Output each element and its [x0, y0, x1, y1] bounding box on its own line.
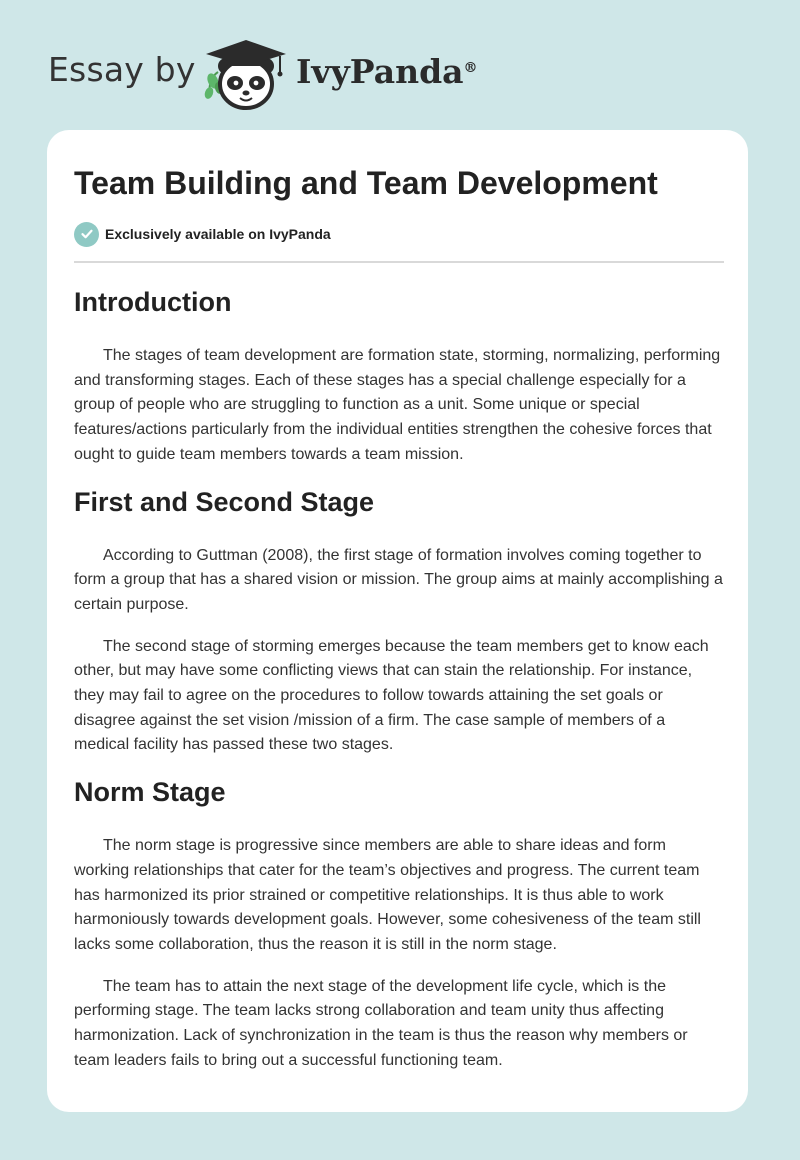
essay-body: [74, 280, 724, 1073]
brand-text: IvyPanda: [296, 52, 464, 91]
section-heading: Norm Stage: [74, 777, 226, 808]
paragraph: The norm stage is progressive since members are able to share ideas and form working relationships that cater for the team’s objectives and progress. The current team has harmonized its prior strained or competitive relationships. It is thus able to work harmoniously towards development goals. However, some cohesiveness of the team still lacks some collaboration, thus the reason it is still in the norm stage.: [74, 837, 701, 953]
title-divider: [74, 261, 724, 263]
essay-title: Team Building and Team Development: [74, 165, 658, 201]
paragraph: The stages of team development are formation state, storming, normalizing, performing and transforming stages. Each of these stages has a special challenge especially for a group of people who are struggling to function as a unit. Some unique or special features/actions particularly from the individual entities strengthen the cohesive forces that ought to guide team members towards a team mission.: [74, 347, 721, 463]
section-introduction: [74, 280, 724, 468]
essay-card: [47, 130, 748, 1112]
paragraph: The second stage of storming emerges because the team members get to know each other, but may have some conflicting views that can stain the relationship. For instance, they may fail to agree on the procedures to follow towards attaining the set goals or disagree against the set vision /mission of a firm. The case sample of members of a medical facility has passed these two stages.: [74, 637, 709, 754]
check-circle-icon: [74, 222, 99, 247]
section-norm-stage: [74, 770, 724, 1073]
essay-by-label: Essay by: [48, 50, 196, 89]
paragraph: According to Guttman (2008), the first stage of formation involves coming together to form a group that has a shared vision or mission. The group aims at mainly accomplishing a certain purpose.: [74, 546, 723, 613]
section-first-second-stage: [74, 480, 724, 759]
exclusive-badge: [74, 221, 331, 247]
paragraph: The team has to attain the next stage of the development life cycle, which is the performing stage. The team lacks strong collaboration and team unity thus affecting harmonization. Lack of synchronization in the team is thus the reason why members or team leaders fails to bring out a successful functioning team.: [74, 977, 688, 1069]
section-heading: First and Second Stage: [74, 486, 375, 517]
brand-name[interactable]: [296, 52, 478, 92]
site-header: [0, 0, 800, 120]
section-heading: Introduction: [74, 287, 232, 317]
panda-graduate-icon[interactable]: [200, 36, 292, 110]
exclusive-badge-text: Exclusively available on IvyPanda: [105, 226, 331, 242]
registered-mark: ®: [463, 60, 478, 76]
